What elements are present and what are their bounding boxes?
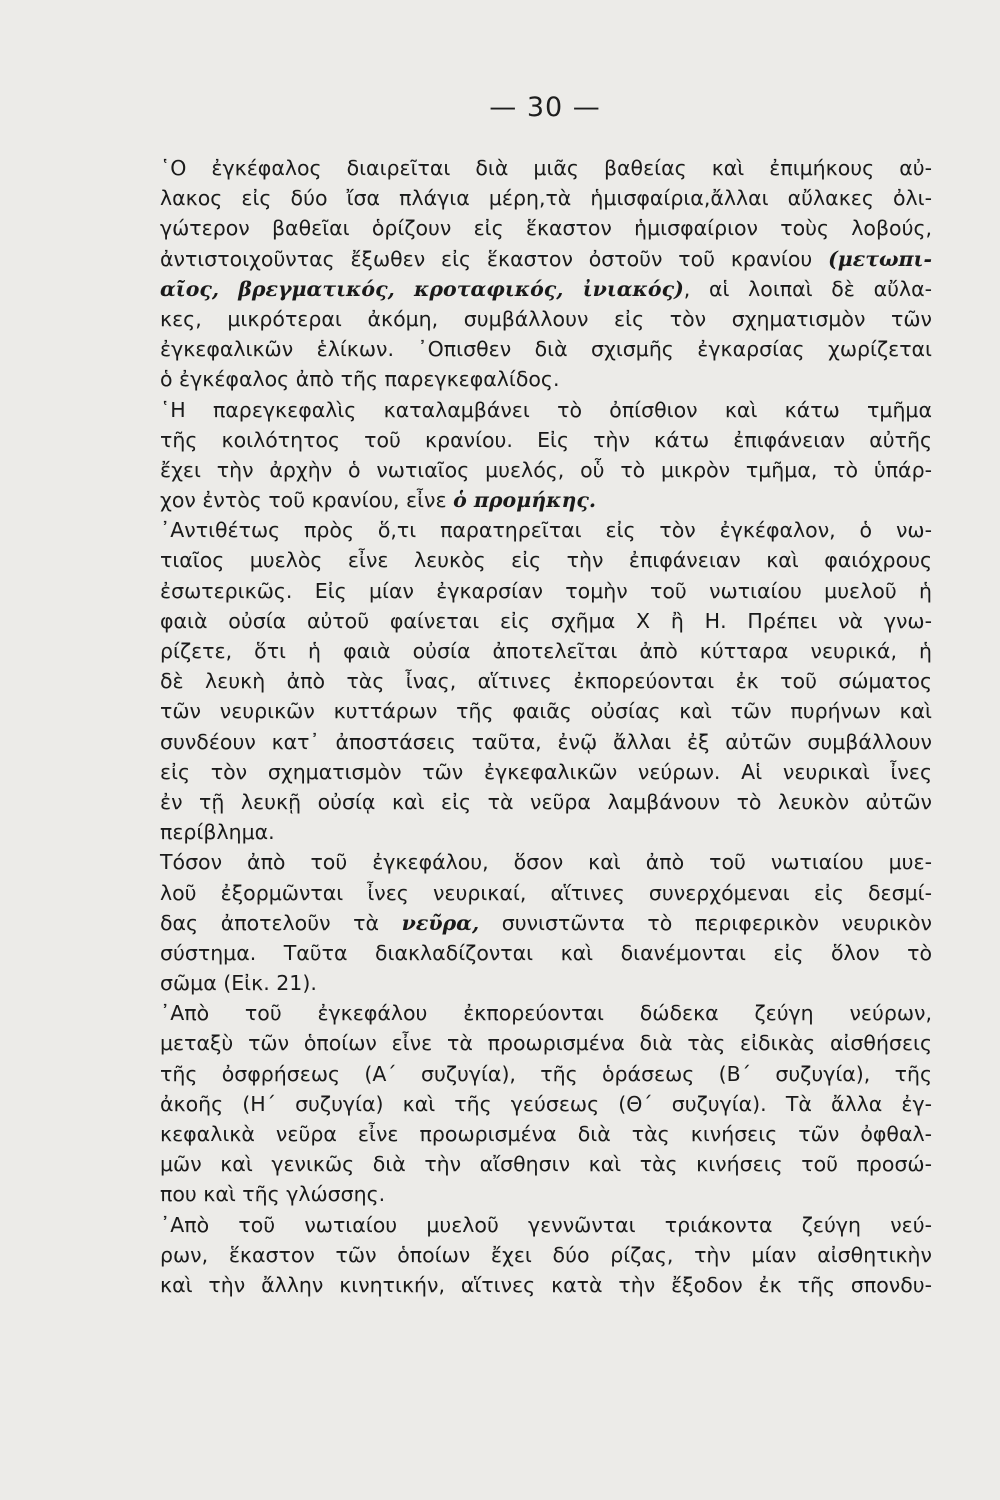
text-segment: ὁ ἐγκέφαλος ἀπὸ τῆς παρεγκεφαλίδος. <box>160 367 560 392</box>
text-segment: ἐν τῇ λευκῇ οὐσίᾳ καὶ εἰς τὰ νεῦρα λαμβάνουν τὸ λευκὸν αὐτῶν <box>160 789 932 814</box>
emphasized-term: (μετωπι- <box>828 246 932 271</box>
text-line <box>160 1179 932 1209</box>
text-line <box>160 1119 932 1149</box>
text-line <box>160 244 932 274</box>
text-line <box>160 455 932 485</box>
text-segment: ῾Η παρεγκεφαλὶς καταλαμβάνει τὸ ὀπίσθιον καὶ κάτω τμῆμα <box>160 397 932 422</box>
text-line <box>160 1149 932 1179</box>
text-line <box>160 153 932 183</box>
text-line <box>160 847 932 877</box>
body-text <box>160 153 932 1300</box>
text-line <box>160 1210 932 1240</box>
text-segment: σῶμα (Εἰκ. 21). <box>160 971 317 996</box>
text-line <box>160 545 932 575</box>
text-segment: ἔχει τὴν ἀρχὴν ὁ νωτιαῖος μυελός, οὗ τὸ μικρὸν τμῆμα, τὸ ὑπάρ- <box>160 457 932 482</box>
text-segment: ῾Ο ἐγκέφαλος διαιρεῖται διὰ μιᾶς βαθείας καὶ ἐπιμήκους αὐ- <box>160 156 932 180</box>
text-line <box>160 364 932 394</box>
text-segment: ᾿Απὸ τοῦ νωτιαίου μυελοῦ γεννῶνται τριάκοντα ζεύγη νεύ- <box>160 1212 932 1237</box>
text-segment: που καὶ τῆς γλώσσης. <box>160 1182 386 1207</box>
text-segment: ρίζετε, ὅτι ἡ φαιὰ οὐσία ἀποτελεῖται ἀπὸ κύτταρα νευρικά, ἡ <box>160 639 932 663</box>
text-segment: κεφαλικὰ νεῦρα εἶνε προωρισμένα διὰ τὰς κινήσεις τῶν ὀφθαλ- <box>160 1122 932 1146</box>
text-segment: ᾿Απὸ τοῦ ἐγκεφάλου ἐκπορεύονται δώδεκα ζεύγη νεύρων, <box>160 1001 932 1026</box>
text-segment: καὶ τὴν ἄλλην κινητικήν, αἵτινες κατὰ τὴν ἔξοδον ἐκ τῆς σπονδυ- <box>160 1272 932 1297</box>
text-line <box>160 274 932 304</box>
text-segment: τιαῖος μυελὸς εἶνε λευκὸς εἰς τὴν ἐπιφάνειαν καὶ φαιόχρους <box>160 548 932 573</box>
text-segment: μεταξὺ τῶν ὁποίων εἶνε τὰ προωρισμένα διὰ τὰς εἰδικὰς αἰσθήσεις <box>160 1031 932 1056</box>
text-line <box>160 395 932 425</box>
text-segment: εἰς τὸν σχηματισμὸν τῶν ἐγκεφαλικῶν νεύρων. Αἱ νευρικαὶ ἶνες <box>160 759 932 784</box>
text-line <box>160 515 932 545</box>
text-line <box>160 636 932 666</box>
text-segment: , αἱ λοιπαὶ δὲ αὔλα- <box>683 276 932 301</box>
text-line <box>160 727 932 757</box>
text-line <box>160 696 932 726</box>
text-line <box>160 998 932 1028</box>
text-segment: φαιὰ οὐσία αὐτοῦ φαίνεται εἰς σχῆμα Χ ἢ Η. Πρέπει νὰ γνω- <box>160 608 932 633</box>
text-segment: μῶν καὶ γενικῶς διὰ τὴν αἴσθησιν καὶ τὰς κινήσεις τοῦ προσώ- <box>160 1152 932 1177</box>
text-segment: τῆς κοιλότητος τοῦ κρανίου. Εἰς τὴν κάτω ἐπιφάνειαν αὐτῆς <box>160 427 932 452</box>
page-number: — 30 — <box>489 92 601 123</box>
text-segment: κες, μικρότεραι ἀκόμη, συμβάλλουν εἰς τὸν σχηματισμὸν τῶν <box>160 306 932 331</box>
text-line <box>160 757 932 787</box>
text-line <box>160 1028 932 1058</box>
text-segment: ᾿Αντιθέτως πρὸς ὅ,τι παρατηρεῖται εἰς τὸν ἐγκέφαλον, ὁ νω- <box>160 518 932 543</box>
text-segment: δας ἀποτελοῦν τὰ <box>160 910 402 935</box>
text-segment: ἐγκεφαλικῶν ἑλίκων. ᾿Οπισθεν διὰ σχισμῆς ἐγκαρσίας χωρίζεται <box>160 337 932 362</box>
text-line <box>160 1270 932 1300</box>
text-line <box>160 938 932 968</box>
text-line <box>160 606 932 636</box>
text-line <box>160 213 932 243</box>
text-segment: δὲ λευκὴ ἀπὸ τὰς ἶνας, αἵτινες ἐκπορεύονται ἐκ τοῦ σώματος <box>160 669 932 694</box>
text-segment: γώτερον βαθεῖαι ὁρίζουν εἰς ἕκαστον ἡμισφαίριον τοὺς λοβούς, <box>160 216 932 241</box>
text-line <box>160 1089 932 1119</box>
text-line <box>160 817 932 847</box>
text-segment: τῆς ὀσφρήσεως (Α΄ συζυγία), τῆς ὁράσεως (Β΄ συζυγία), τῆς <box>160 1061 932 1086</box>
text-line <box>160 183 932 213</box>
text-segment: ρων, ἕκαστον τῶν ὁποίων ἔχει δύο ρίζας, τὴν μίαν αἰσθητικὴν <box>160 1242 932 1267</box>
text-line <box>160 1240 932 1270</box>
text-segment: ἀντιστοιχοῦντας ἔξωθεν εἰς ἕκαστον ὀστοῦν τοῦ κρανίου <box>160 246 829 271</box>
text-segment: λακος εἰς δύο ἴσα πλάγια μέρη,τὰ ἡμισφαίρια,ἄλλαι αὔλακες ὀλι- <box>160 186 932 211</box>
text-line <box>160 968 932 998</box>
text-segment: τῶν νευρικῶν κυττάρων τῆς φαιᾶς οὐσίας καὶ τῶν πυρήνων καὶ <box>160 699 932 724</box>
text-line <box>160 485 932 515</box>
text-segment: λοῦ ἐξορμῶνται ἶνες νευρικαί, αἵτινες συνερχόμεναι εἰς δεσμί- <box>160 880 932 905</box>
text-line <box>160 666 932 696</box>
text-segment: ἀκοῆς (Η΄ συζυγία) καὶ τῆς γεύσεως (Θ΄ συζυγία). Τὰ ἄλλα ἐγ- <box>160 1091 932 1116</box>
text-segment: περίβλημα. <box>160 820 275 845</box>
emphasized-term: αῖος, βρεγματικός, κροταφικός, ἰνιακός) <box>160 276 684 301</box>
text-line <box>160 787 932 817</box>
text-segment: χον ἐντὸς τοῦ κρανίου, εἶνε <box>160 488 454 513</box>
text-line <box>160 878 932 908</box>
text-segment: συνδέουν κατ᾿ ἀποστάσεις ταῦτα, ἐνῷ ἄλλαι ἐξ αὐτῶν συμβάλλουν <box>160 729 932 754</box>
text-segment: ἐσωτερικῶς. Εἰς μίαν ἐγκαρσίαν τομὴν τοῦ νωτιαίου μυελοῦ ἡ <box>160 578 932 603</box>
text-segment: Τόσον ἀπὸ τοῦ ἐγκεφάλου, ὅσον καὶ ἀπὸ τοῦ νωτιαίου μυε- <box>160 850 932 875</box>
text-segment: σύστημα. Ταῦτα διακλαδίζονται καὶ διανέμονται εἰς ὅλον τὸ <box>160 940 932 965</box>
text-line <box>160 908 932 938</box>
text-line <box>160 1059 932 1089</box>
text-line <box>160 304 932 334</box>
text-line <box>160 576 932 606</box>
emphasized-term: ὁ προμήκης. <box>453 488 596 513</box>
text-segment: συνιστῶντα τὸ περιφερικὸν νευρικὸν <box>479 910 932 935</box>
text-line <box>160 334 932 364</box>
text-line <box>160 425 932 455</box>
emphasized-term: νεῦρα, <box>401 910 480 935</box>
